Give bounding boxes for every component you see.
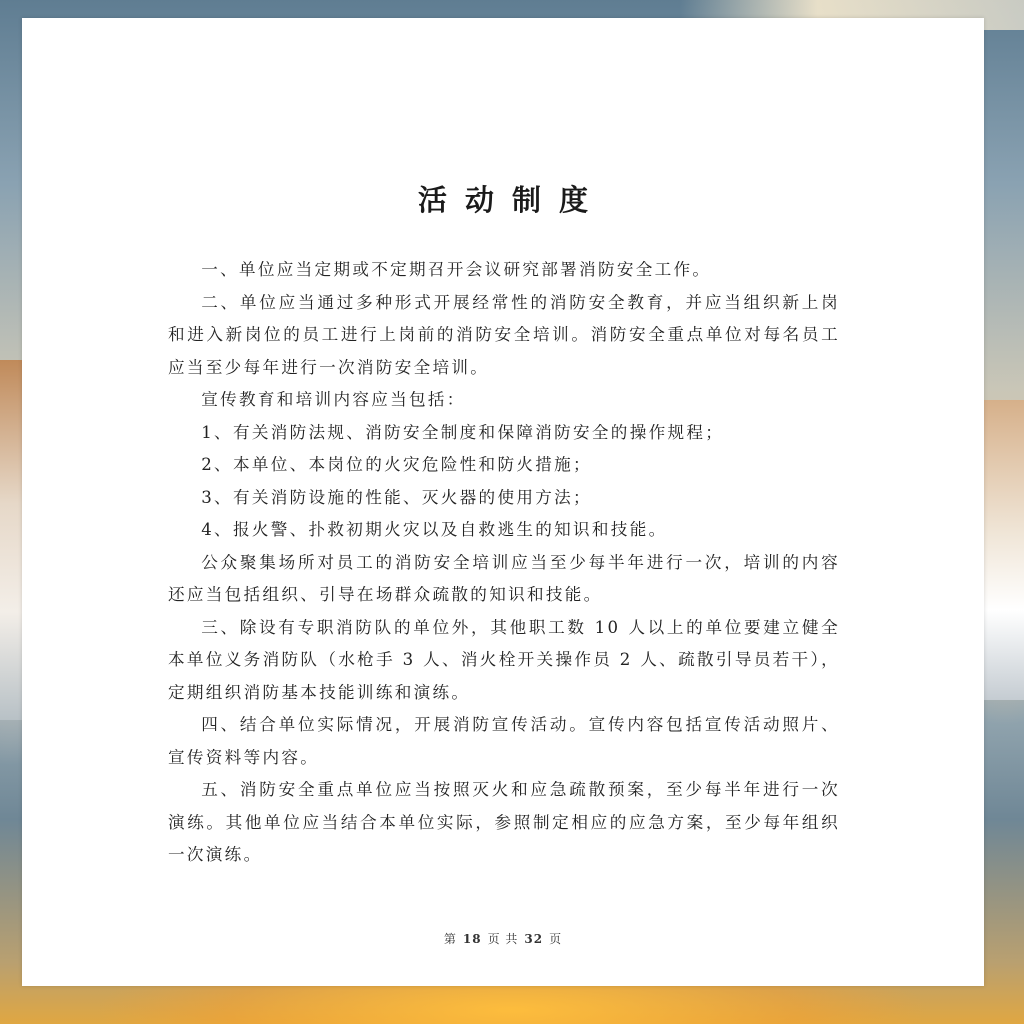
- background-mountain-left: [0, 360, 22, 720]
- paragraph-4: 四、结合单位实际情况，开展消防宣传活动。宣传内容包括宣传活动照片、宣传资料等内容。: [168, 715, 840, 767]
- paragraph-training-intro: 宣传教育和培训内容应当包括：: [201, 390, 466, 409]
- footer-suffix: 页: [549, 932, 563, 946]
- paragraph-1: 一、单位应当定期或不定期召开会议研究部署消防安全工作。: [201, 260, 712, 279]
- list-item-2: 2、本单位、本岗位的火灾危险性和防火措施；: [201, 455, 592, 474]
- list-item-4: 4、报火警、扑救初期火灾以及自救逃生的知识和技能。: [201, 520, 668, 539]
- total-page-number: 32: [524, 932, 544, 946]
- paragraph-3: 三、除设有专职消防队的单位外，其他职工数 10 人以上的单位要建立健全本单位义务消防队（水枪手 3 人、消火栓开关操作员 2 人、疏散引导员若干），定期组织消防基本技能训练和演练。: [168, 617, 840, 702]
- footer-prefix: 第: [443, 932, 457, 946]
- current-page-number: 18: [462, 932, 482, 946]
- paragraph-2: 二、单位应当通过多种形式开展经常性的消防安全教育，并应当组织新上岗和进入新岗位的员工进行上岗前的消防安全培训。消防安全重点单位对每名员工应当至少每年进行一次消防安全培训。: [168, 292, 840, 377]
- list-item-1: 1、有关消防法规、消防安全制度和保障消防安全的操作规程；: [201, 422, 725, 442]
- document-page: [22, 18, 984, 986]
- page-number-footer: [22, 930, 984, 947]
- footer-middle: 页 共: [487, 932, 519, 946]
- paragraph-5: 五、消防安全重点单位应当按照灭火和应急疏散预案，至少每半年进行一次演练。其他单位应当结合本单位实际，参照制定相应的应急方案，至少每年组织一次演练。: [168, 780, 840, 864]
- paragraph-public-venues: 公众聚集场所对员工的消防安全培训应当至少每半年进行一次，培训的内容还应当包括组织、引导在场群众疏散的知识和技能。: [168, 552, 840, 604]
- document-title: 活动制度: [417, 183, 606, 217]
- list-item-3: 3、有关消防设施的性能、灭火器的使用方法；: [201, 487, 592, 507]
- background-mountain-right: [984, 400, 1024, 700]
- document-body: [168, 254, 840, 872]
